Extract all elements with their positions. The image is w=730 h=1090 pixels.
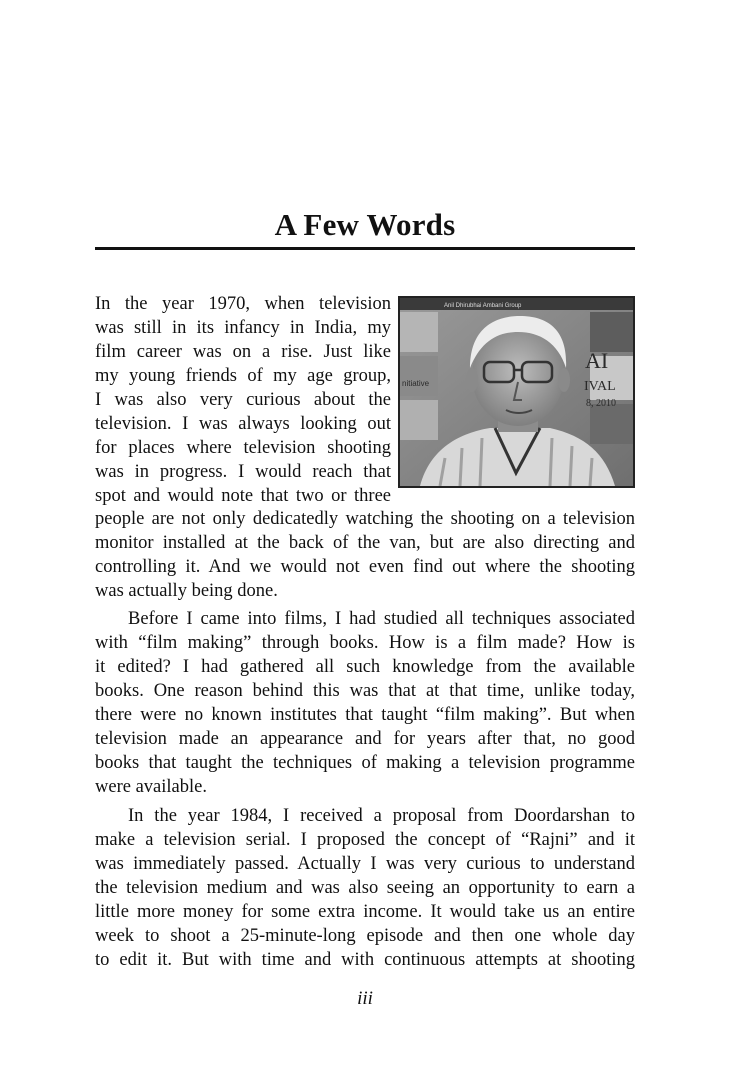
- text-line: there were no known institutes that taught “film making”. But when: [95, 705, 635, 725]
- text-line: make a television serial. I proposed the concept of “Rajni” and it: [95, 830, 635, 850]
- backdrop-text-1: Anil Dhirubhai Ambani Group: [444, 303, 522, 309]
- text-line: books. One reason behind this was that at that time, unlike today,: [95, 681, 635, 701]
- portrait-image: [400, 298, 633, 486]
- page-number: iii: [357, 988, 373, 1009]
- backdrop-text-4: 8, 2010: [586, 398, 616, 409]
- text-line: spot and would note that two or three: [95, 486, 391, 506]
- text-line: was still in its infancy in India, my: [95, 318, 391, 338]
- text-line: the television medium and was also seeing an opportunity to earn a: [95, 878, 635, 898]
- text-line: In the year 1984, I received a proposal from Doordarshan to: [128, 806, 635, 826]
- text-line: for places where television shooting: [95, 438, 391, 458]
- text-line: was actually being done.: [95, 581, 278, 601]
- text-line: was immediately passed. Actually I was very curious to understand: [95, 854, 635, 874]
- text-line: film career was on a rise. Just like: [95, 342, 391, 362]
- text-line: television made an appearance and for years after that, no good: [95, 729, 635, 749]
- title-underline: [95, 247, 635, 250]
- text-line: I was also very curious about the: [95, 390, 391, 410]
- backdrop-text-3: IVAL: [584, 379, 616, 394]
- text-line: books that taught the techniques of making a television programme: [95, 753, 635, 773]
- text-line: was in progress. I would reach that: [95, 462, 391, 482]
- text-line: week to shoot a 25-minute-long episode and then one whole day: [95, 926, 635, 946]
- text-line: people are not only dedicatedly watching the shooting on a television: [95, 509, 635, 529]
- text-line: with “film making” through books. How is a film made? How is: [95, 633, 635, 653]
- text-line: my young friends of my age group,: [95, 366, 391, 386]
- text-line: In the year 1970, when television: [95, 294, 391, 314]
- text-line: it edited? I had gathered all such knowledge from the available: [95, 657, 635, 677]
- text-line: were available.: [95, 777, 207, 797]
- backdrop-text-5: nitiative: [402, 379, 430, 388]
- text-line: controlling it. And we would not even find out where the shooting: [95, 557, 635, 577]
- text-line: monitor installed at the back of the van, but are also directing and: [95, 533, 635, 553]
- text-line: to edit it. But with time and with continuous attempts at shooting: [95, 950, 635, 970]
- backdrop-text-2: AI: [585, 348, 609, 373]
- page-title: A Few Words: [274, 207, 456, 242]
- text-line: Before I came into films, I had studied all techniques associated: [128, 609, 635, 629]
- text-line: little more money for some extra income. It would take us an entire: [95, 902, 635, 922]
- portrait-photo: [398, 296, 635, 488]
- text-line: television. I was always looking out: [95, 414, 391, 434]
